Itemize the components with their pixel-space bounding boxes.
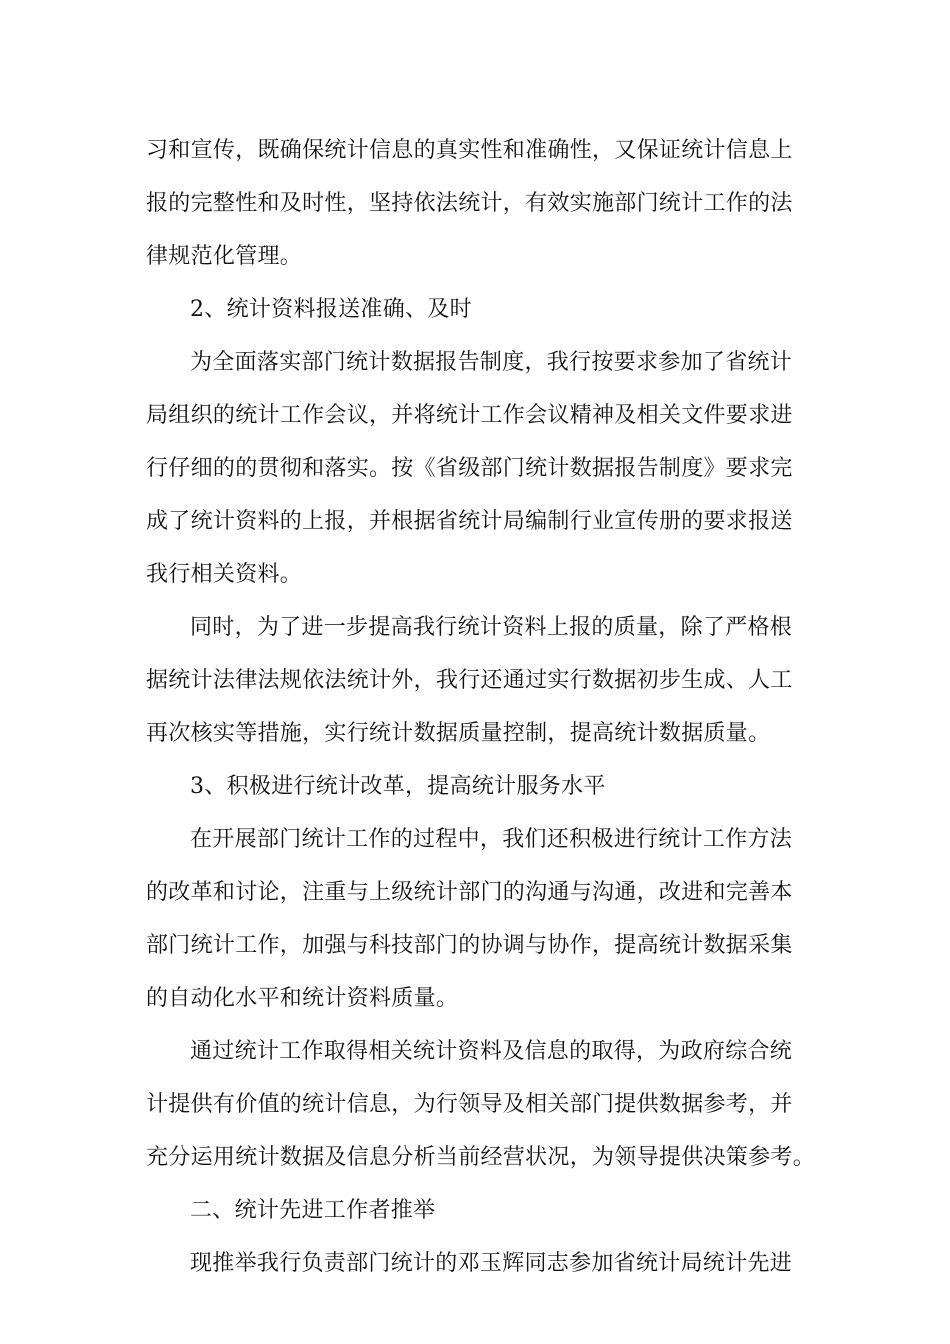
text-line: 现推举我行负责部门统计的邓玉辉同志参加省统计局统计先进: [190, 1251, 793, 1276]
text-line: 再次核实等措施，实行统计数据质量控制，提高统计数据质量。: [146, 721, 771, 746]
text-line: 律规范化管理。: [146, 244, 303, 269]
section-heading: 3、积极进行统计改革，提高统计服务水平: [190, 774, 606, 799]
section-heading: 2、统计资料报送准确、及时: [190, 297, 472, 322]
text-line: 报的完整性和及时性，坚持依法统计，有效实施部门统计工作的法: [146, 191, 793, 216]
text-line: 同时，为了进一步提高我行统计资料上报的质量，除了严格根: [190, 615, 793, 640]
text-line: 通过统计工作取得相关统计资料及信息的取得，为政府综合统: [190, 1039, 793, 1064]
text-line: 局组织的统计工作会议，并将统计工作会议精神及相关文件要求进: [146, 403, 793, 428]
text-line: 充分运用统计数据及信息分析当前经营状况，为领导提供决策参考。: [146, 1145, 816, 1170]
text-line: 为全面落实部门统计数据报告制度，我行按要求参加了省统计: [190, 350, 793, 375]
text-line: 计提供有价值的统计信息，为行领导及相关部门提供数据参考，并: [146, 1092, 793, 1117]
text-line: 习和宣传，既确保统计信息的真实性和准确性，又保证统计信息上: [146, 138, 793, 163]
text-line: 据统计法律法规依法统计外，我行还通过实行数据初步生成、人工: [146, 668, 793, 693]
text-line: 的改革和讨论，注重与上级统计部门的沟通与沟通，改进和完善本: [146, 880, 793, 905]
text-line: 成了统计资料的上报，并根据省统计局编制行业宣传册的要求报送: [146, 509, 793, 534]
text-line: 我行相关资料。: [146, 562, 303, 587]
text-line: 部门统计工作，加强与科技部门的协调与协作，提高统计数据采集: [146, 933, 793, 958]
text-line: 的自动化水平和统计资料质量。: [146, 986, 459, 1011]
text-line: 行仔细的的贯彻和落实。按《省级部门统计数据报告制度》要求完: [146, 456, 793, 481]
section-heading: 二、统计先进工作者推举: [190, 1198, 436, 1223]
text-line: 在开展部门统计工作的过程中，我们还积极进行统计工作方法: [190, 827, 793, 852]
document-body: [146, 124, 816, 1290]
